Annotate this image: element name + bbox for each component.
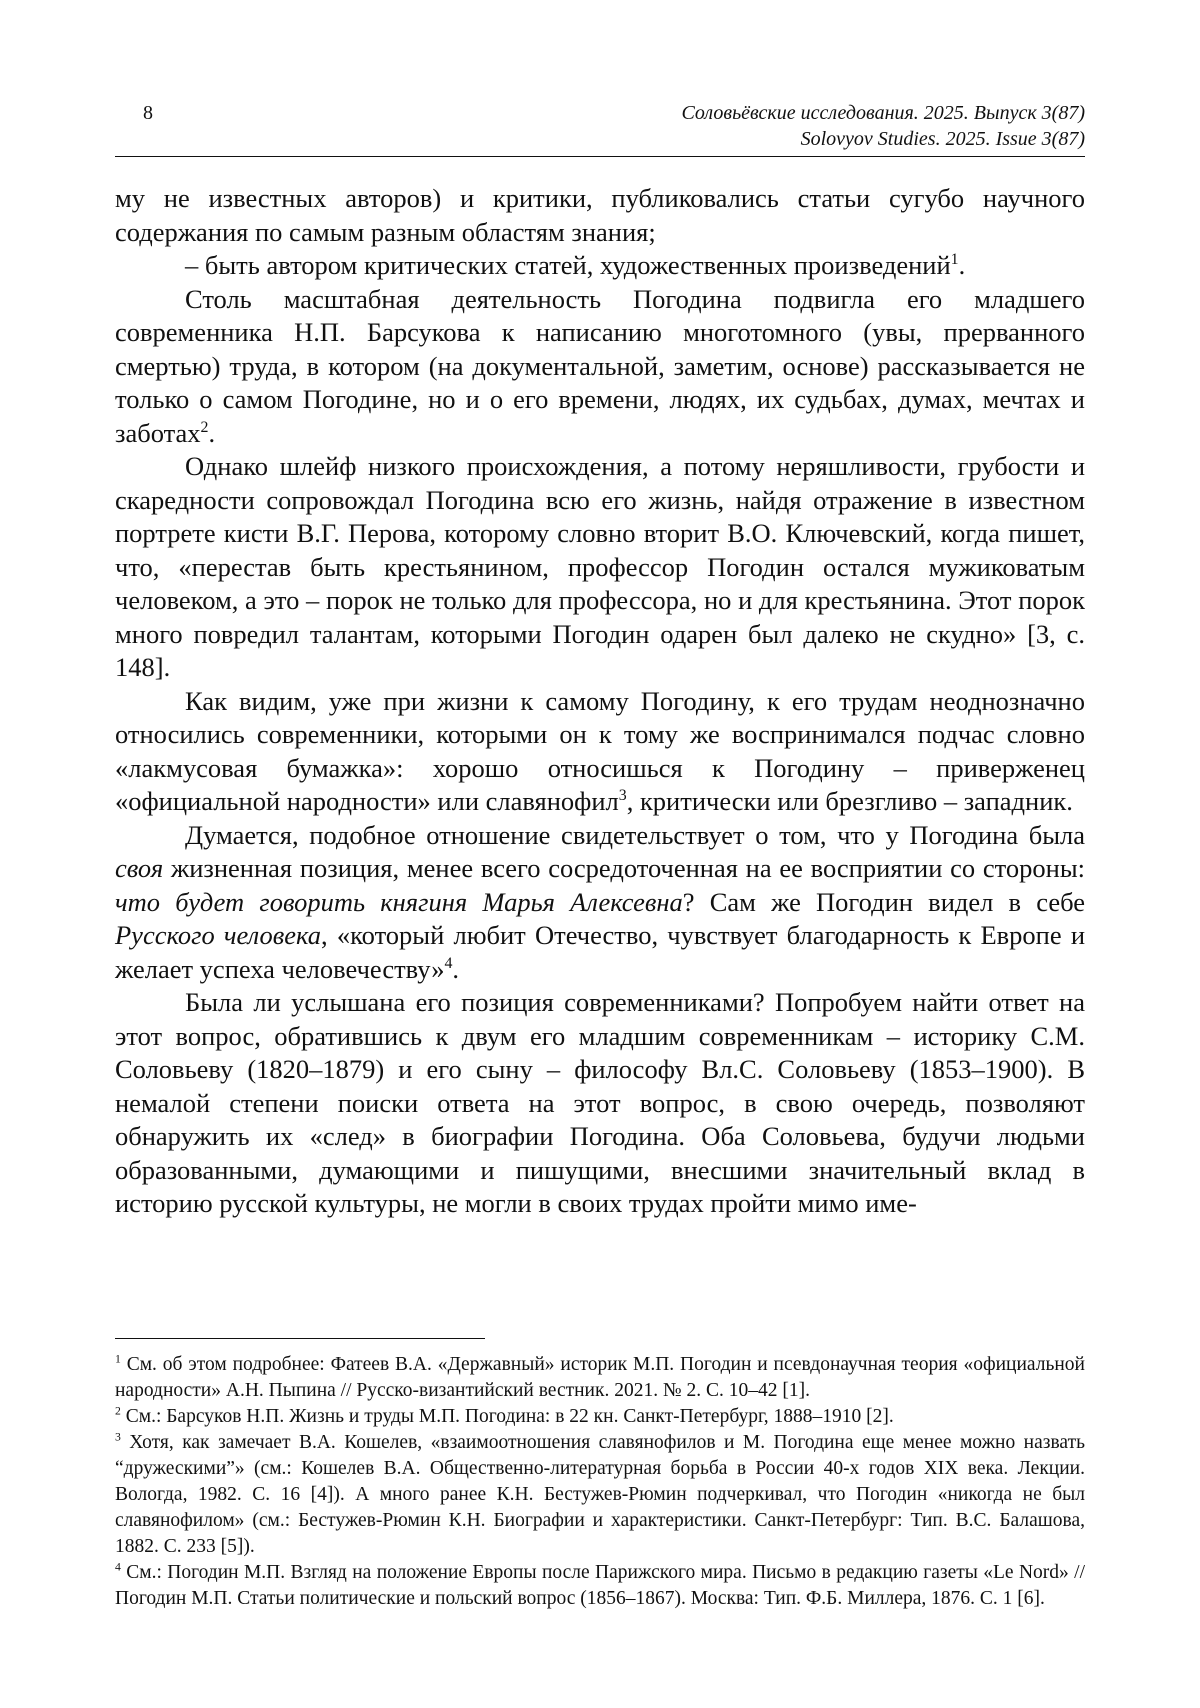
- paragraph-3: [115, 283, 1085, 451]
- footnote-ref-3[interactable]: 3: [618, 787, 627, 805]
- paragraph-6-italic-3: Русского человека: [115, 920, 322, 950]
- paragraph-6-text-b: жизненная позиция, менее всего сосредоточенная на ее восприятии со стороны:: [163, 853, 1085, 883]
- journal-title-ru: Соловьёвские исследования. 2025. Выпуск 3(87): [681, 102, 1085, 124]
- paragraph-3-end: .: [208, 417, 216, 448]
- footnote-3-number: 3: [115, 1430, 121, 1444]
- footnote-separator: [115, 1338, 485, 1339]
- running-header: [115, 100, 1085, 152]
- paragraph-7: Была ли услышана его позиция современниками? Попробуем найти ответ на этот вопрос, обратившись к двум его младшим современникам – историку С.М. Соловьеву (1820–1879) и его сыну – философу Вл.С. Соловьеву (1853–1900). В немалой степени поиски ответа на этот вопрос, в свою очередь, позволяют обнаружить их «след» в биографии Погодина. Оба Соловьева, будучи людьми образованными, думающими и пишущими, внесшими значительный вклад в историю русской культуры, не могли в своих трудах пройти мимо име-: [115, 987, 1085, 1218]
- paragraph-6-italic-2: что будет говорить княгиня Марья Алексевна: [115, 886, 683, 917]
- journal-title-en: Solovyov Studies. 2025. Issue 3(87): [800, 128, 1085, 150]
- page: [115, 100, 1085, 1609]
- footnote-4-number: 4: [115, 1560, 121, 1574]
- header-rule: [115, 156, 1085, 157]
- paragraph-3-text: Столь масштабная деятельность Погодина подвигла его младшего современника Н.П. Барсукова к написанию многотомного (увы, прерванного смертью) труда, в котором (на документальной, заметим, основе) рассказывается не только о самом Погодине, но и о его времени, людях, их судьбах, думах, мечтах и заботах: [115, 283, 1085, 448]
- paragraph-5-text-b: , критически или брезгливо – западник.: [626, 786, 1073, 816]
- paragraph-6-end: .: [452, 953, 460, 984]
- footnote-2-text: См.: Барсуков Н.П. Жизнь и труды М.П. Погодина: в 22 кн. Санкт-Петербург, 1888–1910 [2].: [120, 1406, 894, 1427]
- footnote-1-text: См. об этом подробнее: Фатеев В.А. «Державный» историк М.П. Погодин и псевдонаучная теория «официальной народности» А.Н. Пыпина // Русско-византийский вестник. 2021. № 2. С. 10–42 [1].: [115, 1354, 1085, 1401]
- paragraph-6: [115, 819, 1085, 987]
- paragraph-6-italic-1: своя: [115, 853, 164, 883]
- paragraph-2-text: – быть автором критических статей, художественных произведений: [185, 250, 951, 280]
- footnote-ref-1[interactable]: 1: [950, 251, 959, 269]
- footnote-2-number: 2: [115, 1404, 121, 1418]
- page-number: 8: [143, 102, 153, 124]
- paragraph-1: му не известных авторов) и критики, публиковались статьи сугубо научного содержания по самым разным областям знания;: [115, 183, 1085, 247]
- paragraph-2-end: .: [958, 250, 966, 280]
- paragraph-5-text-a: Как видим, уже при жизни к самому Погодину, к его трудам неоднозначно относились современники, которыми он к тому же воспринимался подчас словно «лакмусовая бумажка»: хорошо относишься к Погодину – приверженец «официальной народности» или славянофил: [115, 685, 1085, 816]
- paragraph-4: Однако шлейф низкого происхождения, а потому неряшливости, грубости и скаредности сопровождал Погодина всю его жизнь, найдя отражение в известном портрете кисти В.Г. Перова, которому словно вторит В.О. Ключевский, когда пишет, что, «перестав быть крестьянином, профессор Погодин остался мужиковатым человеком, а это – порок не только для профессора, но и для крестьянина. Этот порок много повредил талантам, которыми Погодин одарен был далеко не скудно» [3, с. 148].: [115, 451, 1085, 682]
- footnote-4: [115, 1560, 1085, 1612]
- footnote-3-text: Хотя, как замечает В.А. Кошелев, «взаимоотношения славянофилов и М. Погодина еще менее можно назвать “дружескими”» (см.: Кошелев В.А. Общественно-литературная борьба в России 40-х годов XIX века. Лекции. Вологда, 1982. С. 16 [4]). А много ранее К.Н. Бестужев-Рюмин подчеркивал, что Погодин «никогда не был славянофилом» (см.: Бестужев-Рюмин К.Н. Биографии и характеристики. Санкт-Петербург: Тип. В.С. Балашова, 1882. С. 233 [5]).: [115, 1432, 1085, 1557]
- paragraph-6-text-c: ? Сам же Погодин видел в себе: [682, 886, 1085, 917]
- paragraph-5: [115, 685, 1085, 819]
- footnote-1: [115, 1352, 1085, 1404]
- footnote-3: [115, 1430, 1085, 1560]
- footnote-ref-4[interactable]: 4: [444, 954, 453, 972]
- paragraph-2: [115, 249, 1085, 283]
- journal-title: [681, 100, 1085, 152]
- footnotes: [115, 1352, 1085, 1612]
- article-body: [115, 182, 1085, 1221]
- footnote-1-number: 1: [115, 1352, 121, 1366]
- footnote-2: [115, 1404, 1085, 1430]
- footnote-ref-2[interactable]: 2: [200, 418, 209, 436]
- paragraph-6-text-a: Думается, подобное отношение свидетельствует о том, что у Погодина была: [185, 819, 1085, 850]
- paragraph-6-text-d: , «который любит Отечество, чувствует благодарность к Европе и желает успеха человечеству»: [115, 920, 1085, 984]
- footnote-4-text: См.: Погодин М.П. Взгляд на положение Европы после Парижского мира. Письмо в редакцию газеты «Le Nord» // Погодин М.П. Статьи политические и польский вопрос (1856–1867). Москва: Тип. Ф.Б. Миллера, 1876. С. 1 [6].: [115, 1562, 1085, 1609]
